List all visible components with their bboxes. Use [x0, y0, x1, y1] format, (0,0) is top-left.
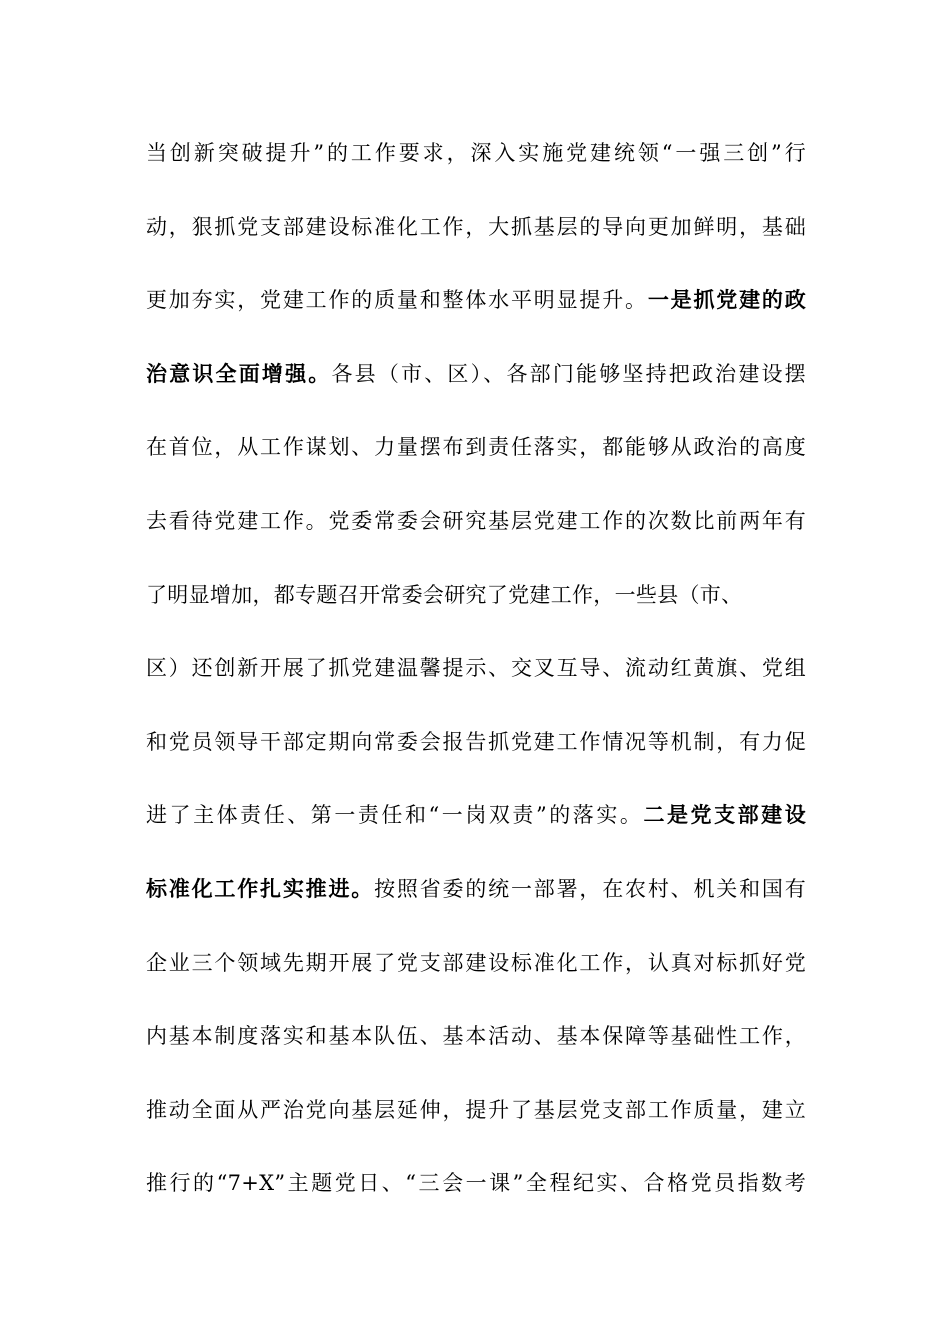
body-text-segment: 了明显增加，都专题召开常委会研究了党建工作，一些县（市、: [146, 582, 743, 607]
body-text: [146, 130, 806, 1234]
text-line: [146, 1087, 806, 1161]
text-line: [146, 645, 806, 719]
body-text-segment: 去看待党建工作。党委常委会研究基层党建工作的次数比前两年有: [146, 508, 806, 533]
body-text-segment: 内基本制度落实和基本队伍、基本活动、基本保障等基础性工作，: [146, 1024, 806, 1049]
text-line: [146, 866, 806, 940]
text-line: [146, 572, 806, 646]
bold-heading-text: 治意识全面增强。: [146, 361, 332, 386]
body-text-segment: 按照省委的统一部署，在农村、机关和国有: [374, 876, 806, 901]
body-text-segment: 当创新突破提升”的工作要求，深入实施党建统领“一强三创”行: [146, 141, 806, 165]
text-line: [146, 204, 806, 278]
body-text-segment: 进了主体责任、第一责任和“一岗双责”的落实。: [146, 803, 644, 828]
text-line: [146, 277, 806, 351]
text-line: [146, 424, 806, 498]
text-line: [146, 940, 806, 1014]
body-text-segment: 推行的“7+X”主题党日、“三会一课”全程纪实、合格党员指数考: [146, 1171, 806, 1196]
body-text-segment: 各县（市、区）、各部门能够坚持把政治建设摆: [331, 361, 806, 386]
text-line: [146, 719, 806, 793]
bold-heading-text: 标准化工作扎实推进。: [146, 876, 375, 901]
body-text-segment: 在首位，从工作谋划、力量摆布到责任落实，都能够从政治的高度: [146, 435, 806, 460]
body-text-segment: 区）还创新开展了抓党建温馨提示、交叉互导、流动红黄旗、党组: [146, 656, 806, 681]
body-text-segment: 更加夯实，党建工作的质量和整体水平明显提升。: [146, 288, 648, 313]
body-text-segment: 企业三个领域先期开展了党支部建设标准化工作，认真对标抓好党: [146, 950, 806, 975]
text-line: [146, 498, 806, 572]
body-text-segment: 和党员领导干部定期向常委会报告抓党建工作情况等机制，有力促: [146, 729, 806, 754]
text-line: [146, 130, 806, 204]
body-text-segment: 动，狠抓党支部建设标准化工作，大抓基层的导向更加鲜明，基础: [146, 214, 806, 239]
text-line: [146, 792, 806, 866]
text-line: [146, 351, 806, 425]
body-text-segment: 推动全面从严治党向基层延伸，提升了基层党支部工作质量，建立: [146, 1097, 806, 1122]
text-line: [146, 1013, 806, 1087]
bold-heading-text: 二是党支部建设: [643, 803, 806, 828]
bold-heading-text: 一是抓党建的政: [647, 288, 806, 313]
text-line: [146, 1160, 806, 1234]
